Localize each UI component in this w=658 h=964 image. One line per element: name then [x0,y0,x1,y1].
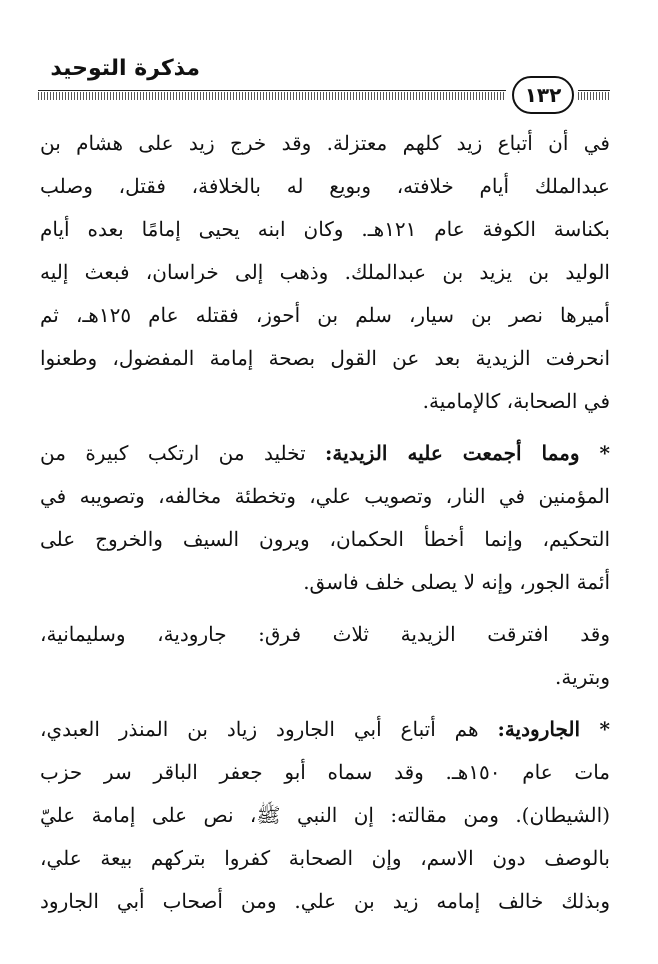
header-rule-line-right [578,90,610,91]
text-line: في أن أتباع زيد كلهم معتزلة. وقد خرج زيد على هشام بن [40,131,610,155]
text-span: تخليد من ارتكب كبيرة من [40,441,306,465]
header-rule-line [38,90,506,91]
section-lead: * ومما أجمعت عليه الزيدية: [325,441,610,465]
text-line [40,708,610,751]
book-title: مذكرة التوحيد [50,56,200,81]
header-rule-pattern-right [578,92,610,100]
header-rule-pattern [38,92,506,100]
text-line: عبدالملك أيام خلافته، وبويع له بالخلافة، فقتل، وصلب [40,174,610,198]
paragraph [40,432,610,604]
text-line: بكناسة الكوفة عام ١٢١هـ. وكان ابنه يحيى إمامًا بعده أيام [40,217,610,241]
text-line: (الشيطان). ومن مقالته: إن النبي ﷺ، نص على إمامة عليّ [40,803,610,827]
text-line: التحكيم، وإنما أخطأ الحكمان، ويرون السيف والخروج على [40,527,610,551]
text-line: انحرفت الزيدية بعد عن القول بصحة إمامة المفضول، وطعنوا [40,346,610,370]
text-line [40,432,610,475]
paragraph [40,613,610,699]
paragraph [40,708,610,923]
paragraph [40,122,610,423]
text-line: وبترية. [555,665,610,689]
body-text [40,122,610,923]
page-header [0,0,658,120]
section-lead: * الجارودية: [497,717,610,741]
text-line: أئمة الجور، وإنه لا يصلى خلف فاسق. [303,570,610,594]
text-line: بالوصف دون الاسم، وإن الصحابة كفروا بتركهم بيعة علي، [40,846,610,870]
text-line: أميرها نصر بن سيار، سلم بن أحوز، فقتله عام ١٢٥هـ، ثم [40,303,610,327]
text-line: الوليد بن يزيد بن عبدالملك. وذهب إلى خراسان، فبعث إليه [40,260,610,284]
text-line: مات عام ١٥٠هـ. وقد سماه أبو جعفر الباقر سر حزب [40,760,610,784]
text-line: وقد افترقت الزيدية ثلاث فرق: جارودية، وسليمانية، [40,622,610,646]
text-line: وبذلك خالف إمامه زيد بن علي. ومن أصحاب أبي الجارود [40,889,610,913]
text-span: هم أتباع أبي الجارود زياد بن المنذر العبدي، [40,717,479,741]
page-number: ١٣٢ [512,76,574,114]
text-line: المؤمنين في النار، وتصويب علي، وتخطئة مخالفه، وتصويبه في [40,484,610,508]
text-line: في الصحابة، كالإمامية. [422,389,610,413]
